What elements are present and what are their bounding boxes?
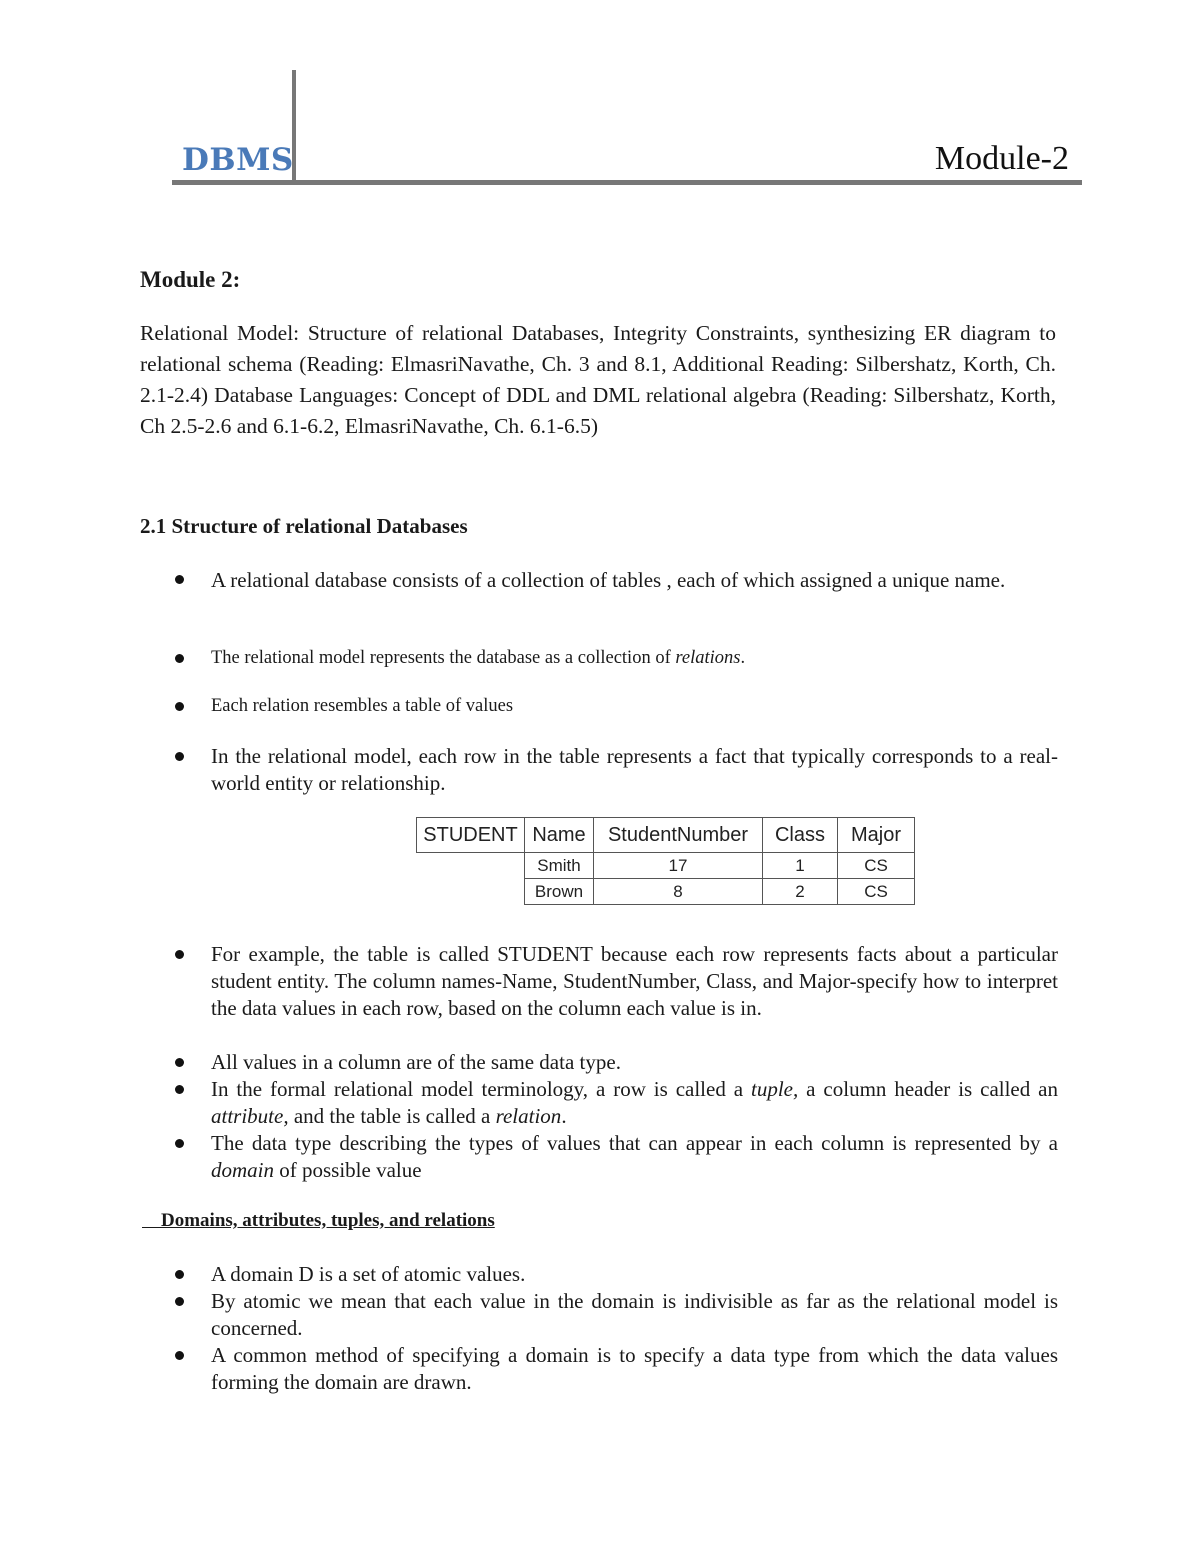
table-cell: Smith — [525, 853, 594, 879]
column-header: Name — [525, 818, 594, 853]
table-cell: 2 — [763, 879, 838, 905]
section-title: 2.1 Structure of relational Databases — [140, 514, 468, 538]
subsection-heading: Domains, attributes, tuples, and relations — [142, 1210, 495, 1231]
column-header: Class — [763, 818, 838, 853]
table-name-cell: STUDENT — [417, 818, 525, 853]
table-cell: 17 — [594, 853, 763, 879]
domain-term: domain — [211, 1158, 274, 1182]
intro-paragraph: Relational Model: Structure of relational Databases, Integrity Constraints, synthesizing ER diagram to relational schema (Reading: ElmasriNavathe, Ch. 3 and 8.1, Additional Reading: Silbershatz, Korth, Ch. 2.1-2.4) Database Languages: Concept of DDL and DML relational algebra (Reading: Silbershatz, Korth, Ch 2.5-2.6 and 6.1-6.2, ElmasriNavathe, Ch. 6.1-6.5) — [140, 321, 1056, 438]
bullet-icon — [175, 1085, 184, 1094]
bullet-icon — [175, 702, 184, 711]
list-item-text: In the formal relational model terminology, a row is called a tuple, a column header is called an attribute, and the table is called a relation. — [211, 1077, 1058, 1128]
student-table-figure — [416, 817, 915, 905]
empty-cell — [417, 853, 525, 879]
attribute-term: attribute, — [211, 1104, 289, 1128]
header-subject: DBMS — [182, 142, 294, 178]
list-item-text: A domain D is a set of atomic values. — [211, 1262, 526, 1286]
relations-term: relations — [675, 648, 741, 668]
bullet-icon — [175, 752, 184, 761]
list-item-text: All values in a column are of the same data type. — [211, 1050, 621, 1074]
column-header: StudentNumber — [594, 818, 763, 853]
list-item-text: By atomic we mean that each value in the domain is indivisible as far as the relational model is concerned. — [211, 1289, 1058, 1340]
bullet-icon — [175, 1058, 184, 1067]
tuple-term: tuple, — [751, 1077, 799, 1101]
student-table — [416, 817, 915, 905]
bullet-icon — [175, 1297, 184, 1306]
bullet-icon — [175, 950, 184, 959]
table-row — [417, 879, 915, 905]
list-item-text: Each relation resembles a table of values — [211, 696, 514, 716]
bullet-icon — [175, 1270, 184, 1279]
bullet-icon — [175, 1351, 184, 1360]
table-cell: CS — [838, 879, 915, 905]
bullet-icon — [175, 1139, 184, 1148]
table-cell: Brown — [525, 879, 594, 905]
list-item-text: A common method of specifying a domain is to specify a data type from which the data values forming the domain are drawn. — [211, 1343, 1058, 1394]
list-item-text: A relational database consists of a collection of tables , each of which assigned a unique name. — [211, 568, 1006, 592]
table-cell: 8 — [594, 879, 763, 905]
table-cell: CS — [838, 853, 915, 879]
column-header: Major — [838, 818, 915, 853]
header-horizontal-rule — [172, 180, 1082, 185]
table-cell: 1 — [763, 853, 838, 879]
list-item-text: For example, the table is called STUDENT because each row represents facts about a particular student entity. The column names-Name, StudentNumber, Class, and Major-specify how to interpret the data values in each row, based on the column each value is in. — [211, 942, 1058, 1020]
bullet-icon — [175, 654, 184, 663]
header-module: Module-2 — [934, 140, 1069, 177]
list-item-text: The relational model represents the database as a collection of relations. — [211, 648, 746, 668]
list-item-text: In the relational model, each row in the table represents a fact that typically corresponds to a real-world entity or relationship. — [211, 744, 1058, 795]
bullet-icon — [175, 575, 184, 584]
relation-term: relation — [495, 1104, 562, 1128]
page-title: Module 2: — [140, 267, 241, 292]
table-row — [417, 853, 915, 879]
empty-cell — [417, 879, 525, 905]
list-item-text: The data type describing the types of values that can appear in each column is represented by a domain of possible value — [211, 1131, 1058, 1182]
